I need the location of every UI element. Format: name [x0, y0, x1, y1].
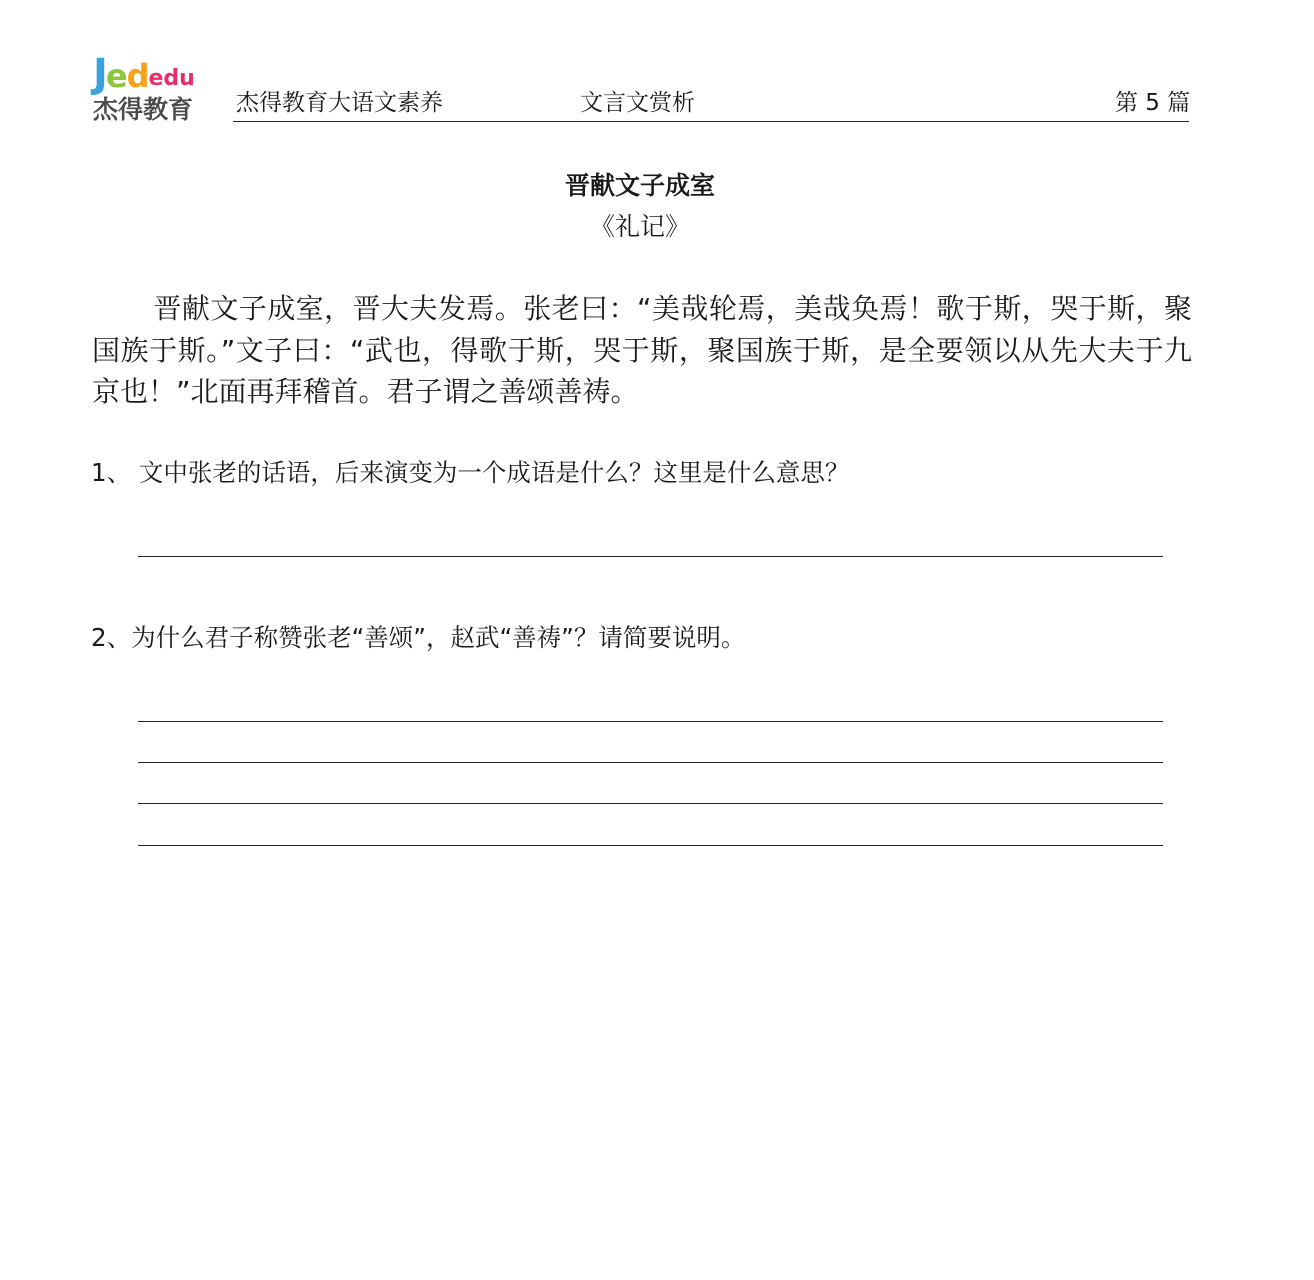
answer-line-q2-3 — [138, 803, 1163, 804]
article-passage — [92, 288, 1192, 413]
article-source: 《礼记》 — [589, 212, 690, 241]
logo-letter-d: d — [126, 57, 149, 95]
jedu-logo — [93, 51, 213, 126]
answer-line-q2-1 — [138, 721, 1163, 722]
header-divider — [233, 121, 1189, 122]
logo-letter-e: e — [105, 57, 127, 95]
logo-chinese-name: 杰得教育 — [93, 95, 194, 124]
question-1: 1、 文中张老的话语，后来演变为一个成语是什么？这里是什么意思？ — [91, 458, 850, 487]
logo-letters-edu: edu — [148, 66, 195, 91]
question-2: 2、为什么君子称赞张老“善颂”，赵武“善祷”？请简要说明。 — [91, 623, 746, 652]
answer-line-q2-2 — [138, 762, 1163, 763]
header-series: 杰得教育大语文素养 — [236, 90, 443, 116]
answer-line-q2-4 — [138, 845, 1163, 846]
passage-text: 晋献文子成室，晋大夫发焉。张老曰：“美哉轮焉，美哉奂焉！歌于斯，哭于斯，聚国族于斯。”文子曰：“武也，得歌于斯，哭于斯，聚国族于斯，是全要领以从先大夫于九京也！”北面再拜稽首。君子谓之善颂善祷。 — [92, 292, 1192, 408]
article-title: 晋献文子成室 — [564, 171, 715, 200]
logo-letter-j: J — [93, 51, 106, 97]
answer-line-q1 — [138, 556, 1163, 557]
header-subject: 文言文赏析 — [580, 90, 695, 116]
header-article-number: 第 5 篇 — [1115, 90, 1191, 116]
logo-wordmark — [93, 51, 195, 97]
